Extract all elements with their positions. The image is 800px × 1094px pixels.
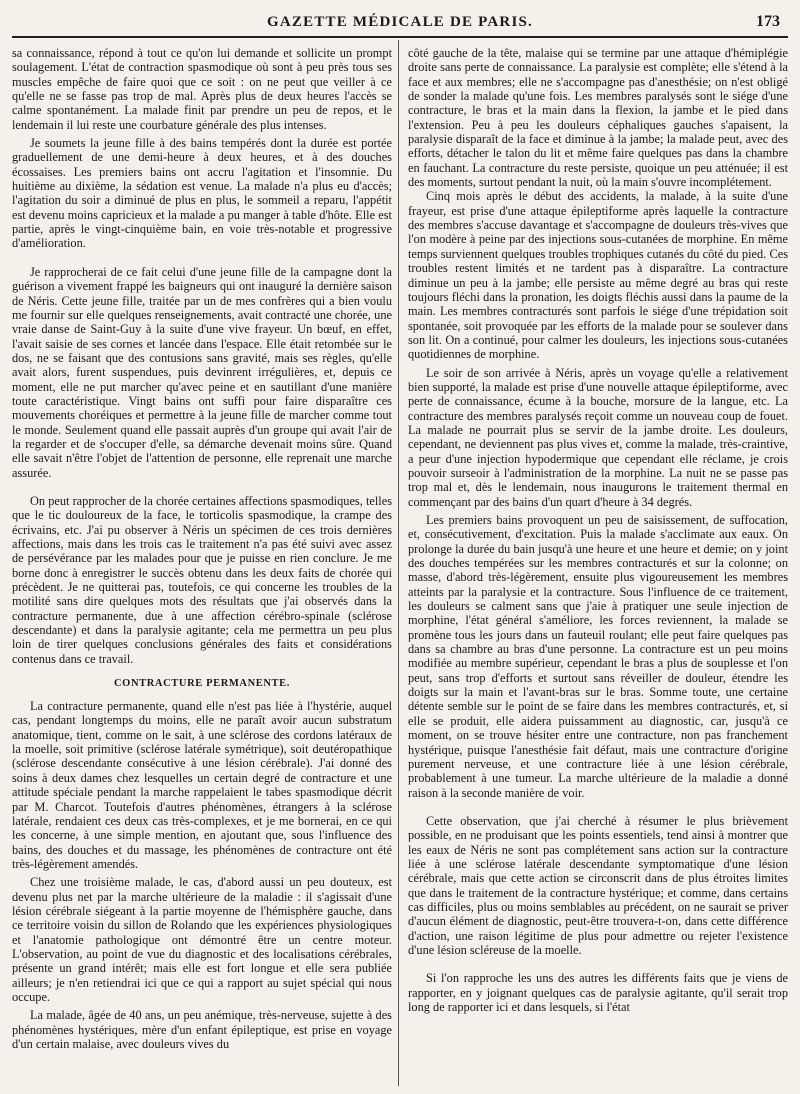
paragraph: Cette observation, que j'ai cherché à résumer le plus brièvement possible, en ne produisant que les points essentiels, tend ainsi à montrer que les eaux de Néris ne sont pas complétement sans action sur la contracture liée à une sclérose latérale descendante symptomatique d'une lésion cérébrale, mais que cette action se circonscrit dans de plus étroites limites que dans le traitement de la contracture hystérique; et comme, dans certains cas difficiles, plus ou moins semblables au précédent, on ne saurait se priver d'aucun élément de diagnostic, peut-être trouvera-t-on, dans cette différence d'action, une raison légitime de plus pour admettre ou rejeter l'existence d'une lésion scléreuse de la moelle.	[408, 813, 788, 957]
paragraph: Je rapprocherai de ce fait celui d'une jeune fille de la campagne dont la guérison a vivement frappé les baigneurs qui ont inauguré la dernière saison de Néris. Cette jeune fille, traitée par un de mes confrères qui a bien voulu me fournir sur elle quelques renseignements, avait contracté une chorée, une vraie danse de Saint-Guy à la suite d'une vive frayeur. Un bœuf, en effet, l'avait saisie de ses cornes et lancée dans l'espace. Elle était retombée sur le dos, ne se faisant que des contusions sans gravité, mais ses règles, qu'elle avait alors, furent suspendues, puis devinrent irrégulières, et, depuis ce moment, elle ne put marcher qu'avec peine et en sautillant d'une manière toute caractéristique. Vingt bains ont suffi pour faire disparaître ces mouvements choréiques et permettre à la jeune fille de marcher comme tout le monde. Seulement quand elle passait auprès d'un groupe qui avait l'air de la regarder et de s'occuper d'elle, sa démarche devenait moins sûre. Quand elle savait n'être l'objet de l'attention de personne, elle reprenait une marche assurée.	[12, 264, 392, 480]
paragraph: Les premiers bains provoquent un peu de saisissement, de suffocation, et, consécutivement, d'excitation. Puis la malade s'acclimate aux eaux. On prolonge la durée du bain jusqu'à une heure et une heure et demie; on y joint des douches tempérées sur les membres contracturés et sur la colonne; on masse, d'abord très-légèrement, ensuite plus vigoureusement les membres atteints par la paralysie et la contracture. Sous l'influence de ce traitement, les douleurs se calment sans que j'aie à pratiquer une seule injection de morphine, l'état général s'améliore, les forces reviennent, la malade se promène tous les jours dans un fauteuil roulant; elle peut faire quelques pas dans sa chambre au bras d'une personne. La contracture est un peu moins modifiée au membre supérieur, cependant le bras a plus de souplesse et l'on peut, sans trop d'efforts et surtout sans réveiller de douleur, étendre les doigts sur la main et l'avant-bras sur le bras. Somme toute, une certaine détente semble sur le point de se faire dans les membres contracturés, et, si elle se produit, elle aidera puissamment au diagnostic, car, jusqu'à ce moment, on se trouve hésiter entre une contracture, non pas franchement hystérique, puisque l'anesthésie fait défaut, mais une contracture d'origine purement nerveuse, et une contracture liée à une lésion cérébrale, probablement à une tumeur. La marche ultérieure de la maladie a donné raison à la seconde manière de voir.	[408, 513, 788, 800]
paragraph: La malade, âgée de 40 ans, un peu anémique, très-nerveuse, sujette à des phénomènes hystériques, mère d'un enfant épileptique, est prise en voyage d'un certain malaise, avec douleurs vives du	[12, 1008, 392, 1051]
left-column	[12, 46, 396, 1086]
paragraph: On peut rapprocher de la chorée certaines affections spasmodiques, telles que le tic douloureux de la face, le torticolis spasmodique, la crampe des écrivains, etc. J'ai pu observer à Néris un spécimen de ces trois dernières affections, mais dans les trois cas le traitement n'a pas été suivi avec assez de persévérance par les malades pour que je puisse en rien conclure. Je me borne donc à enregistrer le succès obtenu dans les deux faits de chorée qui précèdent. Je ne quitterai pas, toutefois, ce qui concerne les troubles de la motilité sans dire quelques mots des résultats que j'ai observés dans la contracture permanente, due à une affection cérébro-spinale (sclérose descendante) et dans la paralysie agitante; cela me permettra un peu plus loin de tirer quelques conclusions générales des faits et considérations contenus dans ce travail.	[12, 493, 392, 666]
paragraph: Je soumets la jeune fille à des bains tempérés dont la durée est portée graduellement de une demi-heure à deux heures, et à des douches écossaises. Les premiers bains ont accru l'agitation et l'insomnie. Du huitième au dixième, la sédation est venue. La malade n'a plus eu d'accès; l'agitation du soir a diminué de plus en plus, le sommeil a reparu, l'appétit est devenu moins capricieux et la malade a pu manger à table d'hôte. Elle est partie, après le vingt-cinquième bain, en voie très-notable et progressive d'amélioration.	[12, 136, 392, 251]
paragraph: Le soir de son arrivée à Néris, après un voyage qu'elle a relativement bien supporté, la malade est prise d'une nouvelle attaque épileptiforme, avec perte de connaissance, écume à la bouche, morsure de la langue, etc. La contracture des membres paralysés reçoit comme un nouveau coup de fouet. La malade ne pourrait plus se servir de la jambe droite. Les douleurs, cependant, ne deviennent pas plus vives et, comme la malade, très-craintive, a peur d'une injection hypodermique que cependant elle réclame, je crois pouvoir surseoir à l'administration de la morphine. La nuit ne se passe pas trop mal et, dès le lendemain, nous inaugurons le traitement thermal en commençant par des bains d'un quart d'heure à 34 degrés.	[408, 365, 788, 509]
page-number: 173	[756, 13, 780, 30]
paragraph: Si l'on rapproche les uns des autres les différents faits que je viens de rapporter, en y joignant quelques cas de paralysie agitante, qu'il serait trop long de rapporter ici et dans lesquels, si l'état	[408, 971, 788, 1014]
journal-title: GAZETTE MÉDICALE DE PARIS.	[267, 14, 533, 30]
right-column	[404, 46, 788, 1086]
column-divider	[398, 40, 399, 1086]
paragraph: côté gauche de la tête, malaise qui se termine par une attaque d'hémiplégie droite sans perte de connaissance. La paralysie est complète; elle s'étend à la face et aux membres; elle ne s'accompagne pas d'anesthésie; on n'est obligé de sonder la malade qu'une fois. Les membres paralysés sont le siége d'une contracture, le bras et la main dans la flexion, la jambe et le pied dans l'extension. Peu à peu les douleurs céphaliques gauches s'apaisent, la paralysie disparaît de la face et diminue à la jambe; la malade peut, avec des efforts, détacher le talon du lit et même faire quelques pas dans la chambre en fauchant. La contracture du reste persiste, quoique un peu atténuée; il est des moments, surtout pendant la nuit, où la main s'ouvre incomplétement.	[408, 46, 788, 190]
section-heading: CONTRACTURE PERMANENTE.	[114, 678, 290, 690]
paragraph: sa connaissance, répond à tout ce qu'on lui demande et sollicite un prompt soulagement. L'état de contraction spasmodique où sont à peu près tous ses muscles empêche de faire quoi que ce soit : on ne peut que veiller à ce qu'elle ne se fasse pas trop de mal. Après plus de deux heures l'accès se calme spontanément. La malade finit par prendre un peu de repos, et le lendemain il lui reste une courbature générale des plus intenses.	[12, 46, 392, 132]
paragraph: Chez une troisième malade, le cas, d'abord aussi un peu douteux, est devenu plus net par la marche ultérieure de la maladie : il s'agissait d'une lésion cérébrale siégeant à la partie moyenne de l'hémisphère gauche, dans ce territoire voisin du sillon de Rolando que les expériences physiologiques et l'anatomie pathologique ont démontré être un centre moteur. L'observation, au point de vue du diagnostic et des localisations cérébrales, présente un grand intérêt; mais elle est fort longue et elle sera publiée ailleurs; je n'en retiendrai ici que ce qui a rapport au sujet spécial qui nous occupe.	[12, 875, 392, 1004]
paragraph: La contracture permanente, quand elle n'est pas liée à l'hystérie, auquel cas, pendant longtemps du moins, elle ne paraît avoir aucun substratum anatomique, tient, comme on le sait, à une sclérose des cordons latéraux de la moelle, soit primitive (sclérose latérale symétrique), soit deutéropathique (sclérose descendante consécutive à une lésion cérébrale). J'ai donné des soins à deux dames chez lesquelles un certain degré de contracture et une attitude spéciale pendant la marche rappelaient le tabes spasmodique décrit par M. Charcot. Toutefois d'autres phénomènes, étrangers à la sclérose latérale, rendaient ces deux cas très-complexes, et je me bornerai, en ce qui les concerne, à une simple mention, en ajoutant que, sous l'influence des bains, des douches et du massage, les phénomènes de contracture ont été très-légèrement amendés.	[12, 699, 392, 871]
paragraph: Cinq mois après le début des accidents, la malade, à la suite d'une frayeur, est prise d'une attaque épileptiforme après laquelle la contracture des membres s'accuse davantage et s'accompagne de douleurs très-vives que l'on modère à peine par des injections sous-cutanées de morphine. En même temps surviennent quelques troubles trophiques cutanés du côté du pied. Ces troubles restent limités et ne tardent pas à disparaître. La contracture diminue un peu à la jambe; elle persiste au même degré au bras qui reste toujours fléchi dans la pronation, les doigts fléchis aussi dans la paume de la main. Les membres contracturés sont parfois le siége d'une trépidation soit spontanée, soit provoquée par les efforts de la malade pour se soulever dans son lit. On a continué, pour calmer les douleurs, les injections sous-cutanées quotidiennes de morphine.	[408, 189, 788, 362]
page-header	[12, 6, 788, 38]
